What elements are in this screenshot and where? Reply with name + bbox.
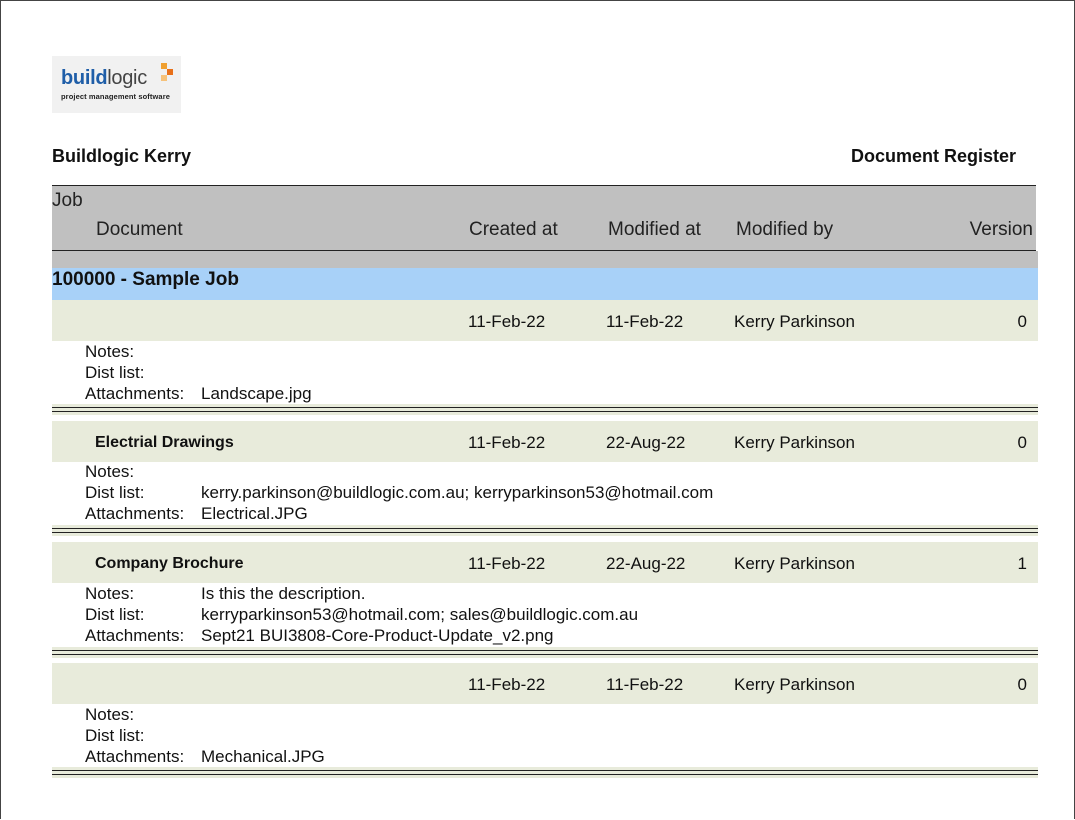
document-modified-by: Kerry Parkinson [734,312,855,331]
logo-text-light: logic [107,67,147,89]
document-created-at: 11-Feb-22 [468,433,546,452]
logo-wordmark [61,67,147,90]
dist-list-value: kerry.parkinson@buildlogic.com.au; kerryparkinson53@hotmail.com [201,483,714,502]
separator-line [52,528,1038,529]
separator-line [52,407,1038,408]
document-version: 0 [1017,675,1027,694]
document-modified-at: 11-Feb-22 [606,675,684,694]
document-version: 1 [1017,554,1027,573]
document-row [52,542,1038,583]
dist-list-label: Dist list: [85,726,145,745]
attachments-value: Sept21 BUI3808-Core-Product-Update_v2.png [201,626,554,645]
document-row [52,300,1038,341]
document-modified-at: 22-Aug-22 [606,554,686,573]
document-modified-by: Kerry Parkinson [734,554,855,573]
record-separator [52,647,1038,658]
logo-square-icon [167,69,173,75]
job-group-header [52,268,1038,301]
document-name: Electrial Drawings [95,434,234,451]
dist-list-label: Dist list: [85,483,145,502]
document-version: 0 [1017,312,1027,331]
notes-label: Notes: [85,584,135,603]
attachments-label: Attachments: [85,384,185,403]
column-header [52,185,1036,251]
header-version: Version [969,219,1033,240]
header-job: Job [52,190,83,211]
attachments-value: Landscape.jpg [201,384,312,403]
dist-list-label: Dist list: [85,605,145,624]
attachments-value: Electrical.JPG [201,504,308,523]
header-spacer [52,251,1038,268]
job-title: 100000 - Sample Job [52,269,239,290]
buildlogic-logo [52,56,181,113]
attachments-label: Attachments: [85,626,185,645]
record-separator [52,767,1038,778]
document-row [52,663,1038,704]
header-document: Document [96,219,183,240]
logo-square-icon [161,75,167,81]
dist-list-label: Dist list: [85,363,145,382]
separator-line [52,770,1038,771]
document-created-at: 11-Feb-22 [468,312,546,331]
notes-label: Notes: [85,705,135,724]
header-created-at: Created at [469,219,558,240]
document-name: Company Brochure [95,555,244,572]
attachments-value: Mechanical.JPG [201,747,325,766]
document-modified-by: Kerry Parkinson [734,433,855,452]
separator-line [52,774,1038,775]
notes-label: Notes: [85,342,135,361]
document-created-at: 11-Feb-22 [468,554,546,573]
attachments-label: Attachments: [85,504,185,523]
report-title: Document Register [850,146,1016,166]
document-version: 0 [1017,433,1027,452]
company-name: Buildlogic Kerry [52,146,192,166]
logo-subtitle: project management software [61,92,170,101]
attachments-label: Attachments: [85,747,185,766]
logo-text-bold: build [61,67,108,89]
document-row [52,421,1038,462]
dist-list-value: kerryparkinson53@hotmail.com; sales@buildlogic.com.au [201,605,639,624]
record-separator [52,525,1038,536]
record-separator [52,404,1038,415]
document-modified-by: Kerry Parkinson [734,675,855,694]
header-modified-at: Modified at [608,219,701,240]
document-created-at: 11-Feb-22 [468,675,546,694]
header-modified-by: Modified by [736,219,834,240]
notes-value: Is this the description. [201,584,366,603]
separator-line [52,532,1038,533]
separator-line [52,650,1038,651]
document-modified-at: 22-Aug-22 [606,433,686,452]
separator-line [52,654,1038,655]
notes-label: Notes: [85,462,135,481]
document-modified-at: 11-Feb-22 [606,312,684,331]
separator-line [52,411,1038,412]
